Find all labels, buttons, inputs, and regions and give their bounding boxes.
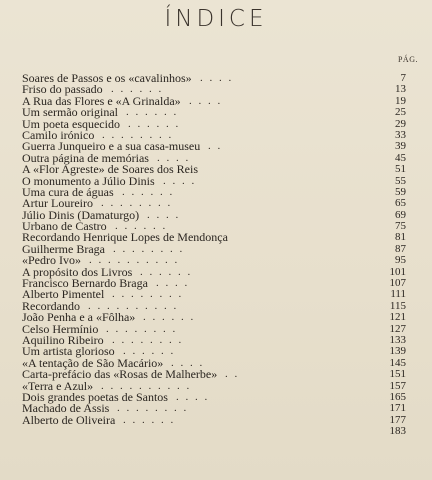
toc-entry-page-number: 121 (389, 311, 406, 324)
toc-entry-title: O monumento a Júlio Dinis (22, 173, 155, 188)
toc-entry-title: A Rua das Flores e «A Grinalda» (22, 93, 181, 108)
toc-entry-leader-dots: . . . . . . (123, 345, 176, 358)
toc-entry-page-number: 33 (395, 128, 406, 141)
toc-entry-page-number: 39 (395, 140, 406, 153)
toc-entry-page-number: 59 (395, 185, 406, 198)
toc-entry-page-number: 157 (389, 379, 406, 392)
toc-entry-page-number: 87 (395, 242, 406, 255)
toc-entry-leader-dots: . . . . . . . . . . (101, 379, 192, 392)
toc-entry-leader-dots: . . . . . . (122, 185, 175, 198)
toc-entry-page-number: 81 (395, 231, 406, 244)
toc-entry-title: Carta-prefácio das «Rosas de Malherbe» (22, 367, 218, 382)
toc-entry-title: Um poeta esquecido (22, 116, 120, 131)
toc-entry-page-number: 115 (389, 299, 406, 312)
toc-entry-page-number: 145 (389, 356, 406, 369)
toc-entry-page-number: 95 (395, 254, 406, 267)
toc-entry-title: Um sermão original (22, 105, 118, 120)
toc-entry-title: Camilo irónico (22, 127, 95, 142)
toc-entry-title: Alberto de Oliveira (22, 412, 116, 427)
toc-entry-leader-dots: . . . . (176, 390, 210, 403)
toc-entry-page-number: 171 (389, 402, 406, 415)
toc-entry-title: Júlio Dinis (Damaturgo) (22, 207, 140, 222)
toc-entry-page-number: 111 (390, 288, 406, 301)
toc-entry-leader-dots: . . (225, 368, 240, 381)
toc-entry-page-number: 69 (395, 208, 406, 221)
toc-entry-title: Friso do passado (22, 82, 103, 97)
toc-entry-leader-dots: . . . . (189, 94, 223, 107)
toc-entry-title: Dois grandes poetas de Santos (22, 389, 168, 404)
toc-entry-leader-dots: . . . . . . (123, 413, 176, 426)
toc-entry-title: Outra página de memórias (22, 150, 149, 165)
toc-entry-title: João Penha e a «Fôlha» (22, 310, 136, 325)
toc-entry-page-number: 101 (389, 265, 406, 278)
toc-entry-page-number: 151 (389, 368, 406, 381)
toc-entry-leader-dots: . . . . . . (140, 265, 193, 278)
toc-entry-title: «Terra e Azul» (22, 378, 94, 393)
toc-entry-title: Aquilino Ribeiro (22, 332, 104, 347)
toc-entry-leader-dots: . . . . (156, 277, 190, 290)
toc-entry-page-number: 65 (395, 197, 406, 210)
toc-entry-title: Soares de Passos e os «cavalinhos» (22, 71, 192, 85)
toc-entry-leader-dots: . . . . . . . . (112, 333, 184, 346)
toc-entry-page-number: 55 (395, 174, 406, 187)
toc-entry-title: Uma cura de águas (22, 184, 114, 199)
toc-entry-title: Guilherme Braga (22, 241, 105, 256)
toc-entry-page-number: 133 (389, 333, 406, 346)
toc-entry-page-number: 127 (389, 322, 406, 335)
toc-entry-leader-dots: . . . . . . (115, 220, 168, 233)
toc-entry-leader-dots: . . . . . . (126, 106, 179, 119)
toc-entry-title: Machado de Assis (22, 401, 110, 416)
toc-entry-title: A propósito dos Livros (22, 264, 133, 279)
toc-entry-title: Recordando Henrique Lopes de Mendonça (22, 230, 228, 245)
toc-entry-page-number: 19 (395, 94, 406, 107)
toc-entry-title: Celso Hermínio (22, 321, 99, 336)
toc-entry-page-number: 29 (395, 117, 406, 130)
toc-entry-leader-dots: . . . . (157, 151, 191, 164)
toc-entry-leader-dots: . . . . . . . . (117, 402, 189, 415)
toc-entry-leader-dots: . . . . (163, 174, 197, 187)
toc-entry (22, 412, 406, 427)
toc-entry-title: Guerra Junqueiro e a sua casa-museu (22, 139, 201, 154)
toc-entry-leader-dots: . . . . (147, 208, 181, 221)
toc-entry-leader-dots: . . . . . . . . . . (89, 254, 180, 267)
toc-entry-page-number: 177 (389, 413, 406, 426)
toc-entry-page-number: 75 (395, 220, 406, 233)
toc-entry-leader-dots: . . . . . . (128, 117, 181, 130)
toc-entry-title: Urbano de Castro (22, 219, 107, 234)
page-column-label: PÁG. (397, 55, 418, 64)
toc-entry-leader-dots: . . . . . . . . (102, 128, 174, 141)
toc-entry-page-number: 13 (395, 83, 406, 96)
toc-entry-leader-dots: . . . . . . . . (113, 242, 185, 255)
toc-entry-leader-dots: . . (208, 140, 223, 153)
toc-entry-page-number: 45 (395, 151, 406, 164)
toc-entry-title: Francisco Bernardo Braga (22, 276, 148, 291)
toc-entry-title: Artur Loureiro (22, 196, 93, 211)
toc-entry-leader-dots: . . . . . . (143, 311, 196, 324)
toc-entry-leader-dots: . . . . . . . . (112, 288, 184, 301)
toc-entry-page-number: 165 (389, 390, 406, 403)
toc-entry-leader-dots: . . . . . . (111, 83, 164, 96)
toc-entry-leader-dots: . . . . . . . . (106, 322, 178, 335)
toc-entry-title: Um artista glorioso (22, 344, 115, 359)
toc-entry-page-number: 139 (389, 345, 406, 358)
toc-entry-title: A «Flor Agreste» de Soares dos Reis (22, 162, 198, 177)
toc-entry-title: Alberto Pimentel (22, 287, 105, 302)
toc-entry-leader-dots: . . . . (171, 356, 205, 369)
toc-entry-title: «A tentação de São Macário» (22, 355, 164, 370)
toc-entry-page-number: 183 (389, 425, 406, 438)
table-of-contents (22, 73, 406, 438)
toc-entry (22, 426, 406, 437)
toc-entry-page-number: 51 (395, 163, 406, 176)
toc-entry-page-number: 7 (400, 72, 406, 84)
toc-entry-leader-dots: . . . . (200, 72, 234, 84)
toc-entry-title: Recordando (22, 298, 80, 313)
toc-entry-leader-dots: . . . . . . . . . . (88, 299, 179, 312)
toc-entry-title: «Pedro Ivo» (22, 253, 81, 268)
page-title: ÍNDICE (164, 6, 268, 32)
toc-entry-leader-dots: . . . . . . . . (101, 197, 173, 210)
toc-entry-page-number: 25 (395, 106, 406, 119)
toc-entry-page-number: 107 (389, 277, 406, 290)
